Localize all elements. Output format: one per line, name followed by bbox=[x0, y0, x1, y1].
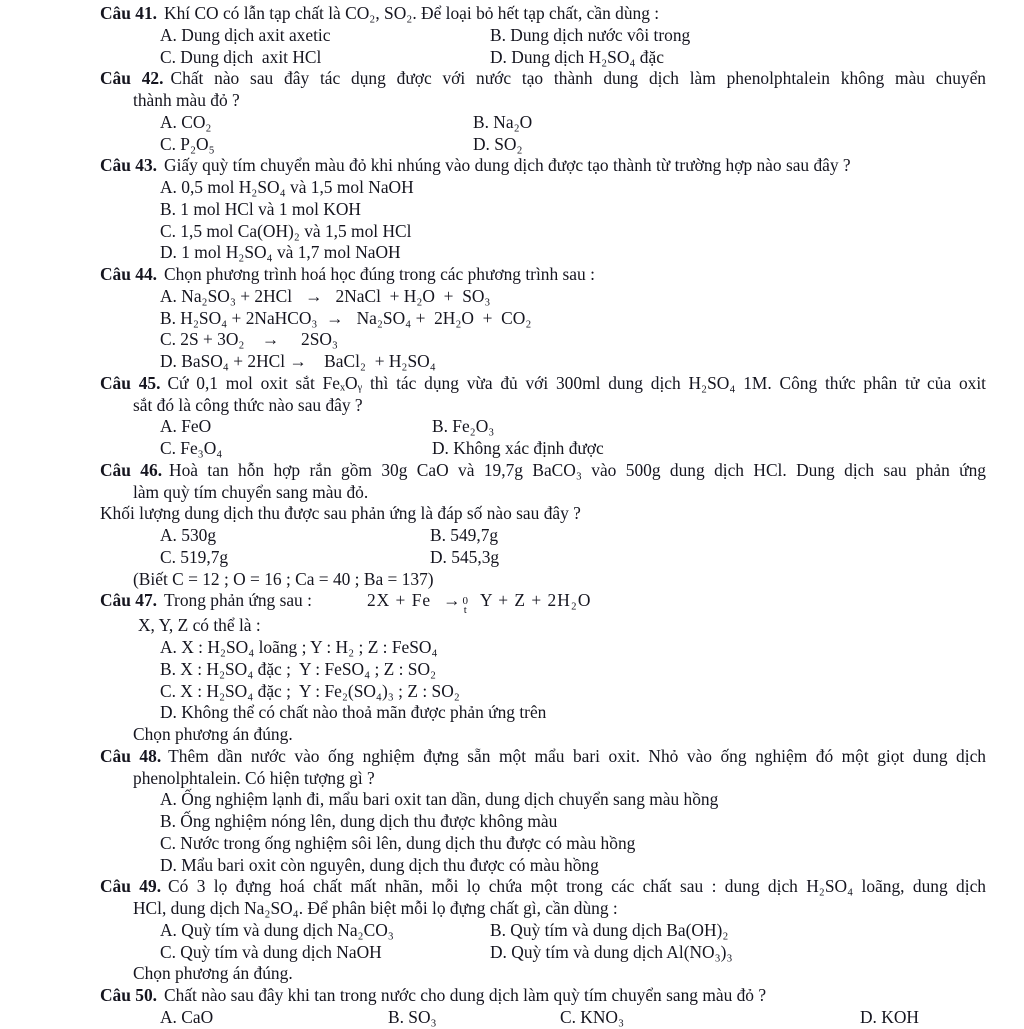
option-d: D. SO₂ bbox=[473, 133, 523, 154]
question-stem bbox=[100, 746, 986, 768]
question-stem bbox=[100, 3, 986, 25]
options-row bbox=[100, 416, 986, 438]
question-number: Câu 42. bbox=[100, 68, 164, 89]
option-d: D. Dung dịch H₂SO₄ đặc bbox=[490, 46, 664, 67]
atomic-mass-note: (Biết C = 12 ; O = 16 ; Ca = 40 ; Ba = 137) bbox=[133, 568, 434, 589]
question-stem bbox=[100, 590, 986, 615]
question-43 bbox=[100, 155, 986, 264]
option-b: B. X : H₂SO₄ đặc ; Y : FeSO₄ ; Z : SO₂ bbox=[160, 658, 437, 679]
reaction-condition bbox=[462, 597, 468, 615]
option-c: C. Dung dịch axit HCl bbox=[160, 46, 322, 67]
question-number: Câu 47. bbox=[100, 590, 158, 611]
option-c: C. Nước trong ống nghiệm sôi lên, dung dịch thu được có màu hồng bbox=[160, 832, 636, 853]
choose-answer-note: Chọn phương án đúng. bbox=[133, 963, 293, 984]
question-text: Trong phản ứng sau : bbox=[164, 590, 312, 611]
question-50 bbox=[100, 985, 986, 1029]
options-row bbox=[100, 942, 986, 964]
option-d: D. 1 mol H₂SO₄ và 1,7 mol NaOH bbox=[160, 242, 401, 263]
question-stem bbox=[100, 373, 986, 395]
equation-right-side: Y + Z + 2H₂O bbox=[479, 590, 592, 611]
option-a: A. CaO bbox=[160, 1006, 214, 1027]
question-stem bbox=[100, 68, 986, 90]
question-number: Câu 49. bbox=[100, 876, 162, 897]
option-b: B. Ống nghiệm nóng lên, dung dịch thu được không màu bbox=[160, 811, 558, 831]
question-text-line-1: Cứ 0,1 mol oxit sắt FeₓOᵧ thì tác dụng vừa đủ với 300ml dung dịch H₂SO₄ 1M. Công thức phân tử của oxit bbox=[167, 372, 987, 393]
question-number: Câu 45. bbox=[100, 372, 161, 393]
option-b: B. Quỳ tím và dung dịch Ba(OH)₂ bbox=[490, 919, 729, 940]
option-a: A. 530g bbox=[160, 525, 217, 545]
option-d: D. 545,3g bbox=[430, 546, 500, 567]
options-row bbox=[100, 134, 986, 156]
question-41 bbox=[100, 3, 986, 68]
question-number: Câu 46. bbox=[100, 459, 163, 480]
option-b: B. 549,7g bbox=[430, 525, 499, 545]
option-a: A. CO₂ bbox=[160, 111, 212, 132]
option-d: D. Không thể có chất nào thoả mãn được phản ứng trên bbox=[160, 702, 547, 723]
option-c: C. Quỳ tím và dung dịch NaOH bbox=[160, 941, 382, 962]
question-stem bbox=[100, 876, 986, 898]
option-a: A. 0,5 mol H₂SO₄ và 1,5 mol NaOH bbox=[160, 177, 414, 197]
question-46 bbox=[100, 460, 986, 591]
question-text: Giấy quỳ tím chuyển màu đỏ khi nhúng vào dung dịch được tạo thành từ trường hợp nào sau đây ? bbox=[164, 155, 851, 176]
options-row bbox=[100, 1007, 986, 1029]
option-b: B. H₂SO₄ + 2NaHCO₃ → Na₂SO₄ + 2H₂O + CO₂ bbox=[160, 307, 532, 328]
option-b: B. SO₃ bbox=[388, 1006, 437, 1027]
option-d: D. BaSO₄ + 2HCl → BaCl₂ + H₂SO₄ bbox=[160, 351, 436, 371]
chemical-equation bbox=[366, 590, 592, 617]
question-stem bbox=[100, 155, 986, 177]
option-c: C. Fe₃O₄ bbox=[160, 438, 223, 458]
question-stem bbox=[100, 460, 986, 482]
option-a: A. Dung dịch axit axetic bbox=[160, 24, 331, 45]
question-text-line-2: làm quỳ tím chuyển sang màu đỏ. bbox=[133, 481, 369, 502]
option-d: D. Mẩu bari oxit còn nguyên, dung dịch thu được có màu hồng bbox=[160, 854, 599, 875]
question-number: Câu 48. bbox=[100, 745, 162, 766]
options-row bbox=[100, 47, 986, 69]
condition-letter: t bbox=[463, 604, 467, 617]
option-c: C. 2S + 3O₂ → 2SO₃ bbox=[160, 329, 338, 350]
options-row bbox=[100, 920, 986, 942]
option-c: C. 519,7g bbox=[160, 546, 229, 567]
option-c: C. KNO₃ bbox=[560, 1006, 625, 1027]
choose-answer-note: Chọn phương án đúng. bbox=[133, 724, 293, 744]
options-row bbox=[100, 438, 986, 460]
question-text: Khí CO có lẫn tạp chất là CO₂, SO₂. Để loại bỏ hết tạp chất, cần dùng : bbox=[164, 3, 660, 23]
question-42 bbox=[100, 68, 986, 155]
equation-left-side: 2X + Fe bbox=[366, 590, 432, 611]
question-49 bbox=[100, 876, 986, 985]
option-a: A. X : H₂SO₄ loãng ; Y : H₂ ; Z : FeSO₄ bbox=[160, 637, 438, 657]
options-row bbox=[100, 25, 986, 47]
question-text-line-1: Thêm dần nước vào ống nghiệm đựng sẵn một mẩu bari oxit. Nhỏ vào ống nghiệm đó một giọt dung dịch bbox=[168, 745, 986, 766]
option-d: D. Không xác định được bbox=[432, 438, 604, 458]
option-a: A. Quỳ tím và dung dịch Na₂CO₃ bbox=[160, 919, 394, 940]
question-stem bbox=[100, 985, 986, 1007]
question-stem bbox=[100, 264, 986, 286]
question-number: Câu 43. bbox=[100, 155, 158, 176]
question-text: Chất nào sau đây khi tan trong nước cho dung dịch làm quỳ tím chuyển sang màu đỏ ? bbox=[164, 985, 767, 1005]
question-text-line-1: Có 3 lọ đựng hoá chất mất nhãn, mỗi lọ chứa một trong các chất sau : dung dịch H₂SO₄ loãng, dung dịch bbox=[168, 876, 986, 897]
question-text: Chọn phương trình hoá học đúng trong các phương trình sau : bbox=[164, 264, 595, 284]
option-b: B. Dung dịch nước vôi trong bbox=[490, 24, 691, 45]
option-b: B. Na₂O bbox=[473, 111, 533, 132]
question-47 bbox=[100, 590, 986, 746]
question-number: Câu 41. bbox=[100, 3, 158, 23]
question-number: Câu 44. bbox=[100, 264, 158, 284]
option-b: B. Fe₂O₃ bbox=[432, 416, 495, 437]
option-c: C. X : H₂SO₄ đặc ; Y : Fe₂(SO₄)₃ ; Z : SO₂ bbox=[160, 680, 460, 701]
question-44 bbox=[100, 264, 986, 373]
option-d: D. KOH bbox=[860, 1006, 919, 1027]
condition-superscript: 0 bbox=[462, 595, 468, 608]
question-number: Câu 50. bbox=[100, 985, 158, 1005]
option-c: C. P₂O₅ bbox=[160, 133, 215, 154]
question-48 bbox=[100, 746, 986, 877]
option-a: A. Ống nghiệm lạnh đi, mẩu bari oxit tan dần, dung dịch chuyển sang màu hồng bbox=[160, 789, 719, 810]
options-row bbox=[100, 525, 986, 547]
question-text-line-2: HCl, dung dịch Na₂SO₄. Để phân biệt mỗi lọ đựng chất gì, cần dùng : bbox=[133, 898, 618, 918]
options-row bbox=[100, 112, 986, 134]
options-row bbox=[100, 547, 986, 569]
question-45 bbox=[100, 373, 986, 460]
question-subtext: X, Y, Z có thể là : bbox=[138, 615, 261, 636]
question-text-secondary: Khối lượng dung dịch thu được sau phản ứng là đáp số nào sau đây ? bbox=[100, 503, 581, 524]
option-a: A. Na₂SO₃ + 2HCl → 2NaCl + H₂O + SO₃ bbox=[160, 285, 491, 306]
question-text-line-1: Chất nào sau đây tác dụng được với nước tạo thành dung dịch làm phenolphtalein không màu chuyển bbox=[170, 68, 987, 89]
question-text-line-2: sắt đó là công thức nào sau đây ? bbox=[133, 394, 363, 415]
option-d: D. Quỳ tím và dung dịch Al(NO₃)₃ bbox=[490, 941, 733, 962]
option-b: B. 1 mol HCl và 1 mol KOH bbox=[160, 198, 361, 219]
reaction-arrow-icon: → bbox=[443, 590, 461, 611]
question-text-line-2: thành màu đỏ ? bbox=[133, 90, 240, 110]
question-text-line-2: phenolphtalein. Có hiện tượng gì ? bbox=[133, 767, 375, 788]
question-text-line-1: Hoà tan hỗn hợp rắn gồm 30g CaO và 19,7g BaCO₃ vào 500g dung dịch HCl. Dung dịch sau phản ứng bbox=[169, 459, 986, 480]
option-a: A. FeO bbox=[160, 416, 212, 437]
option-c: C. 1,5 mol Ca(OH)₂ và 1,5 mol HCl bbox=[160, 220, 412, 241]
